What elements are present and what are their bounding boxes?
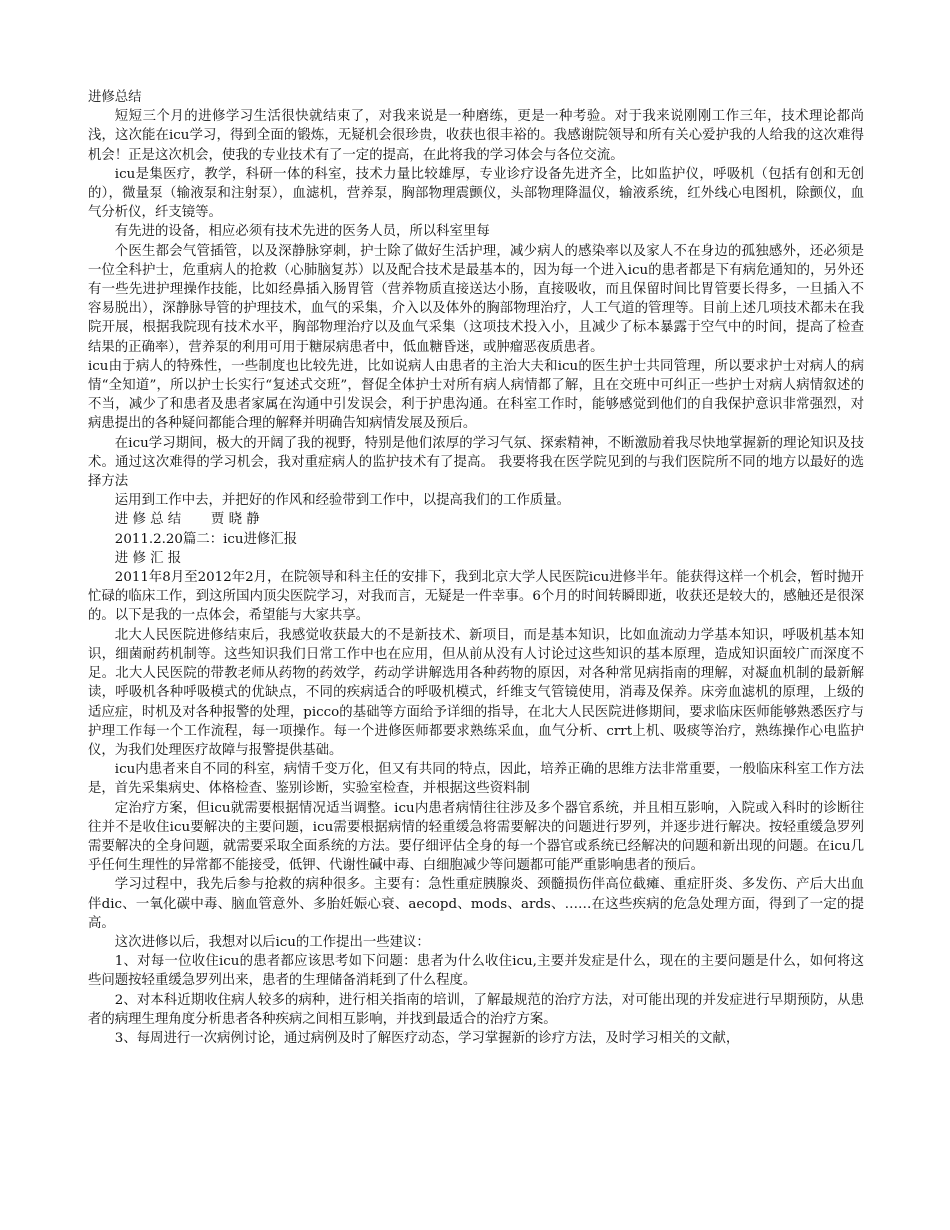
paragraph: 2011年8月至2012年2月，在院领导和科主任的安排下，我到北京大学人民医院icu进修半年。能获得这样一个机会，暂时抛开忙碌的临床工作，到这所国内顶尖医院学习，对我而言，无疑是一件幸事。6个月的时间转瞬即逝，收获还是较大的，感触还是很深的。以下是我的一点体会，希望能与大家共享。	[88, 570, 864, 624]
paragraph: 运用到工作中去，并把好的作风和经验带到工作中，以提高我们的工作质量。	[114, 493, 571, 509]
list-item: 1、对每一位收住icu的患者都应该思考如下问题：患者为什么收住icu,主要并发症是什么，现在的主要问题是什么，如何将这些问题按轻重缓急罗列出来，患者的生理储备消耗到了什么程度。	[88, 954, 864, 989]
signature-line: 进 修 总 结 贾 晓 静	[114, 512, 260, 528]
paragraph: 短短三个月的进修学习生活很快就结束了，对我来说是一种磨练，更是一种考验。对于我来说刚刚工作三年，技术理论都尚浅，这次能在icu学习，得到全面的锻炼，无疑机会很珍贵，收获也很丰裕的。我感谢院领导和所有关心爱护我的人给我的这次难得机会！正是这次机会，使我的专业技术有了一定的提高，在此将我的学习体会与各位交流。	[88, 109, 864, 163]
list-item: 2、对本科近期收住病人较多的病种，进行相关指南的培训，了解最规范的治疗方法，对可能出现的并发症进行早期预防，从患者的病理生理角度分析患者各种疾病之间相互影响，并找到最适合的治疗方案。	[88, 992, 864, 1027]
paragraph: 个医生都会气管插管，以及深静脉穿刺，护士除了做好生活护理，减少病人的感染率以及家人不在身边的孤独感外，还必须是一位全科护士，危重病人的抢救（心肺脑复苏）以及配合技术是最基本的，因为每一个进入icu的患者都是下有病危通知的，另外还有一些先进护理操作技能，比如经鼻插入肠胃管（营养物质直接送达小肠，直接吸收，而且保留时间比胃管要长得多，一旦插入不容易脱出），深静脉导管的护理技术，血气的采集，介入以及体外的胸部物理治疗，人工气道的管理等。目前上述几项技术都未在我院开展，根据我院现有技术水平，胸部物理治疗以及血气采集（这项技术投入小，且减少了标本暴露于空气中的时间，提高了检查结果的正确率），营养泵的利用可用于糖尿病患者中，低血糖昏迷，或肿瘤恶夜质患者。	[88, 243, 864, 355]
paragraph: 定治疗方案，但icu就需要根据情况适当调整。icu内患者病情往往涉及多个器官系统，并且相互影响，入院或入科时的诊断往往并不是收住icu要解决的主要问题，icu需要根据病情的轻重缓急将需要解决的问题进行罗列，并逐步进行解决。按轻重缓急罗列需要解决的全身问题，就需要采取全面系统的方法。要仔细评估全身的每一个器官或系统已经解决的问题和新出现的问题。在icu几乎任何生理性的异常都不能接受，低钾、代谢性碱中毒、白细胞减少等问题都可能严重影响患者的预后。	[88, 800, 864, 874]
list-item: 3、每周进行一次病例讨论，通过病例及时了解医疗动态，学习掌握新的诊疗方法，及时学习相关的文献，	[114, 1030, 740, 1046]
paragraph: 在icu学习期间，极大的开阔了我的视野，特别是他们浓厚的学习气氛、探索精神，不断激励着我尽快地掌握新的理论知识及技术。通过这次难得的学习机会，我对重症病人的监护技术有了提高。 我要将我在医学院见到的与我们医院所不同的地方以最好的选择方法	[88, 435, 864, 490]
paragraph: icu是集医疗，教学，科研一体的科室，技术力量比较雄厚，专业诊疗设备先进齐全，比如监护仪，呼吸机（包括有创和无创的），微量泵（输液泵和注射泵），血滤机，营养泵，胸部物理震颤仪，头部物理降温仪，输液系统，红外线心电图机，除颤仪，血气分析仪，纤支镜等。	[88, 166, 864, 221]
section-title: 进 修 汇 报	[114, 550, 182, 566]
paragraph: icu内患者来自不同的科室，病情千变万化，但又有共同的特点，因此，培养正确的思维方法非常重要，一般临床科室工作方法是，首先采集病史、体格检查、鉴别诊断，实验室检查，并根据这些资料制	[88, 762, 864, 797]
document-page	[88, 88, 864, 1048]
paragraph: 有先进的设备，相应必须有技术先进的医务人员，所以科室里每	[114, 224, 490, 240]
section-date-heading: 2011.2.20篇二：icu进修汇报	[114, 531, 298, 547]
paragraph: 学习过程中，我先后参与抢救的病种很多。主要有：急性重症胰腺炎、颈髓损伤伴高位截瘫、重症肝炎、多发伤、产后大出血伴dic、一氧化碳中毒、脑血管意外、多胎妊娠心衰、aecopd、mods、ards、……在这些疾病的危急处理方面，得到了一定的提高。	[88, 877, 864, 931]
document-title: 进修总结	[88, 90, 142, 105]
paragraph: icu由于病人的特殊性，一些制度也比较先进，比如说病人由患者的主治大夫和icu的医生护士共同管理，所以要求护士对病人的病情“全知道”，所以护士长实行“复述式交班”，督促全体护士对所有病人病情都了解，且在交班中可纠正一些护士对病人病情叙述的不当，减少了和患者及患者家属在沟通中引发误会，利于护患沟通。在科室工作时，能够感觉到他们的自我保护意识非常强烈，对病患提出的各种疑问都能合理的解释并明确告知病情发展及预后。	[88, 358, 864, 432]
paragraph: 这次进修以后，我想对以后icu的工作提出一些建议：	[114, 934, 430, 950]
paragraph: 北大人民医院进修结束后，我感觉收获最大的不是新技术、新项目，而是基本知识，比如血流动力学基本知识，呼吸机基本知识，细菌耐药机制等。这些知识我们日常工作中也在应用，但从前从没有人讨论过这些知识的基本原理，造成知识面较广而深度不足。北大人民医院的带教老师从药物的药效学，药动学讲解选用各种药物的原因，对各种常见病指南的理解，对凝血机制的最新解读，呼吸机各种呼吸模式的优缺点，不同的疾病适合的呼吸机模式，纤维支气管镜使用，消毒及保养。床旁血滤机的原理，上级的适应症，时机及对各种报警的处理，picco的基础等方面给予详细的指导，在北大人民医院进修期间，要求临床医师能够熟悉医疗与护理工作每一个工作流程，每一项操作。每一个进修医师都要求熟练采血，血气分析、crrt上机、吸痰等治疗，熟练操作心电监护仪，为我们处理医疗故障与报警提供基础。	[88, 627, 864, 758]
